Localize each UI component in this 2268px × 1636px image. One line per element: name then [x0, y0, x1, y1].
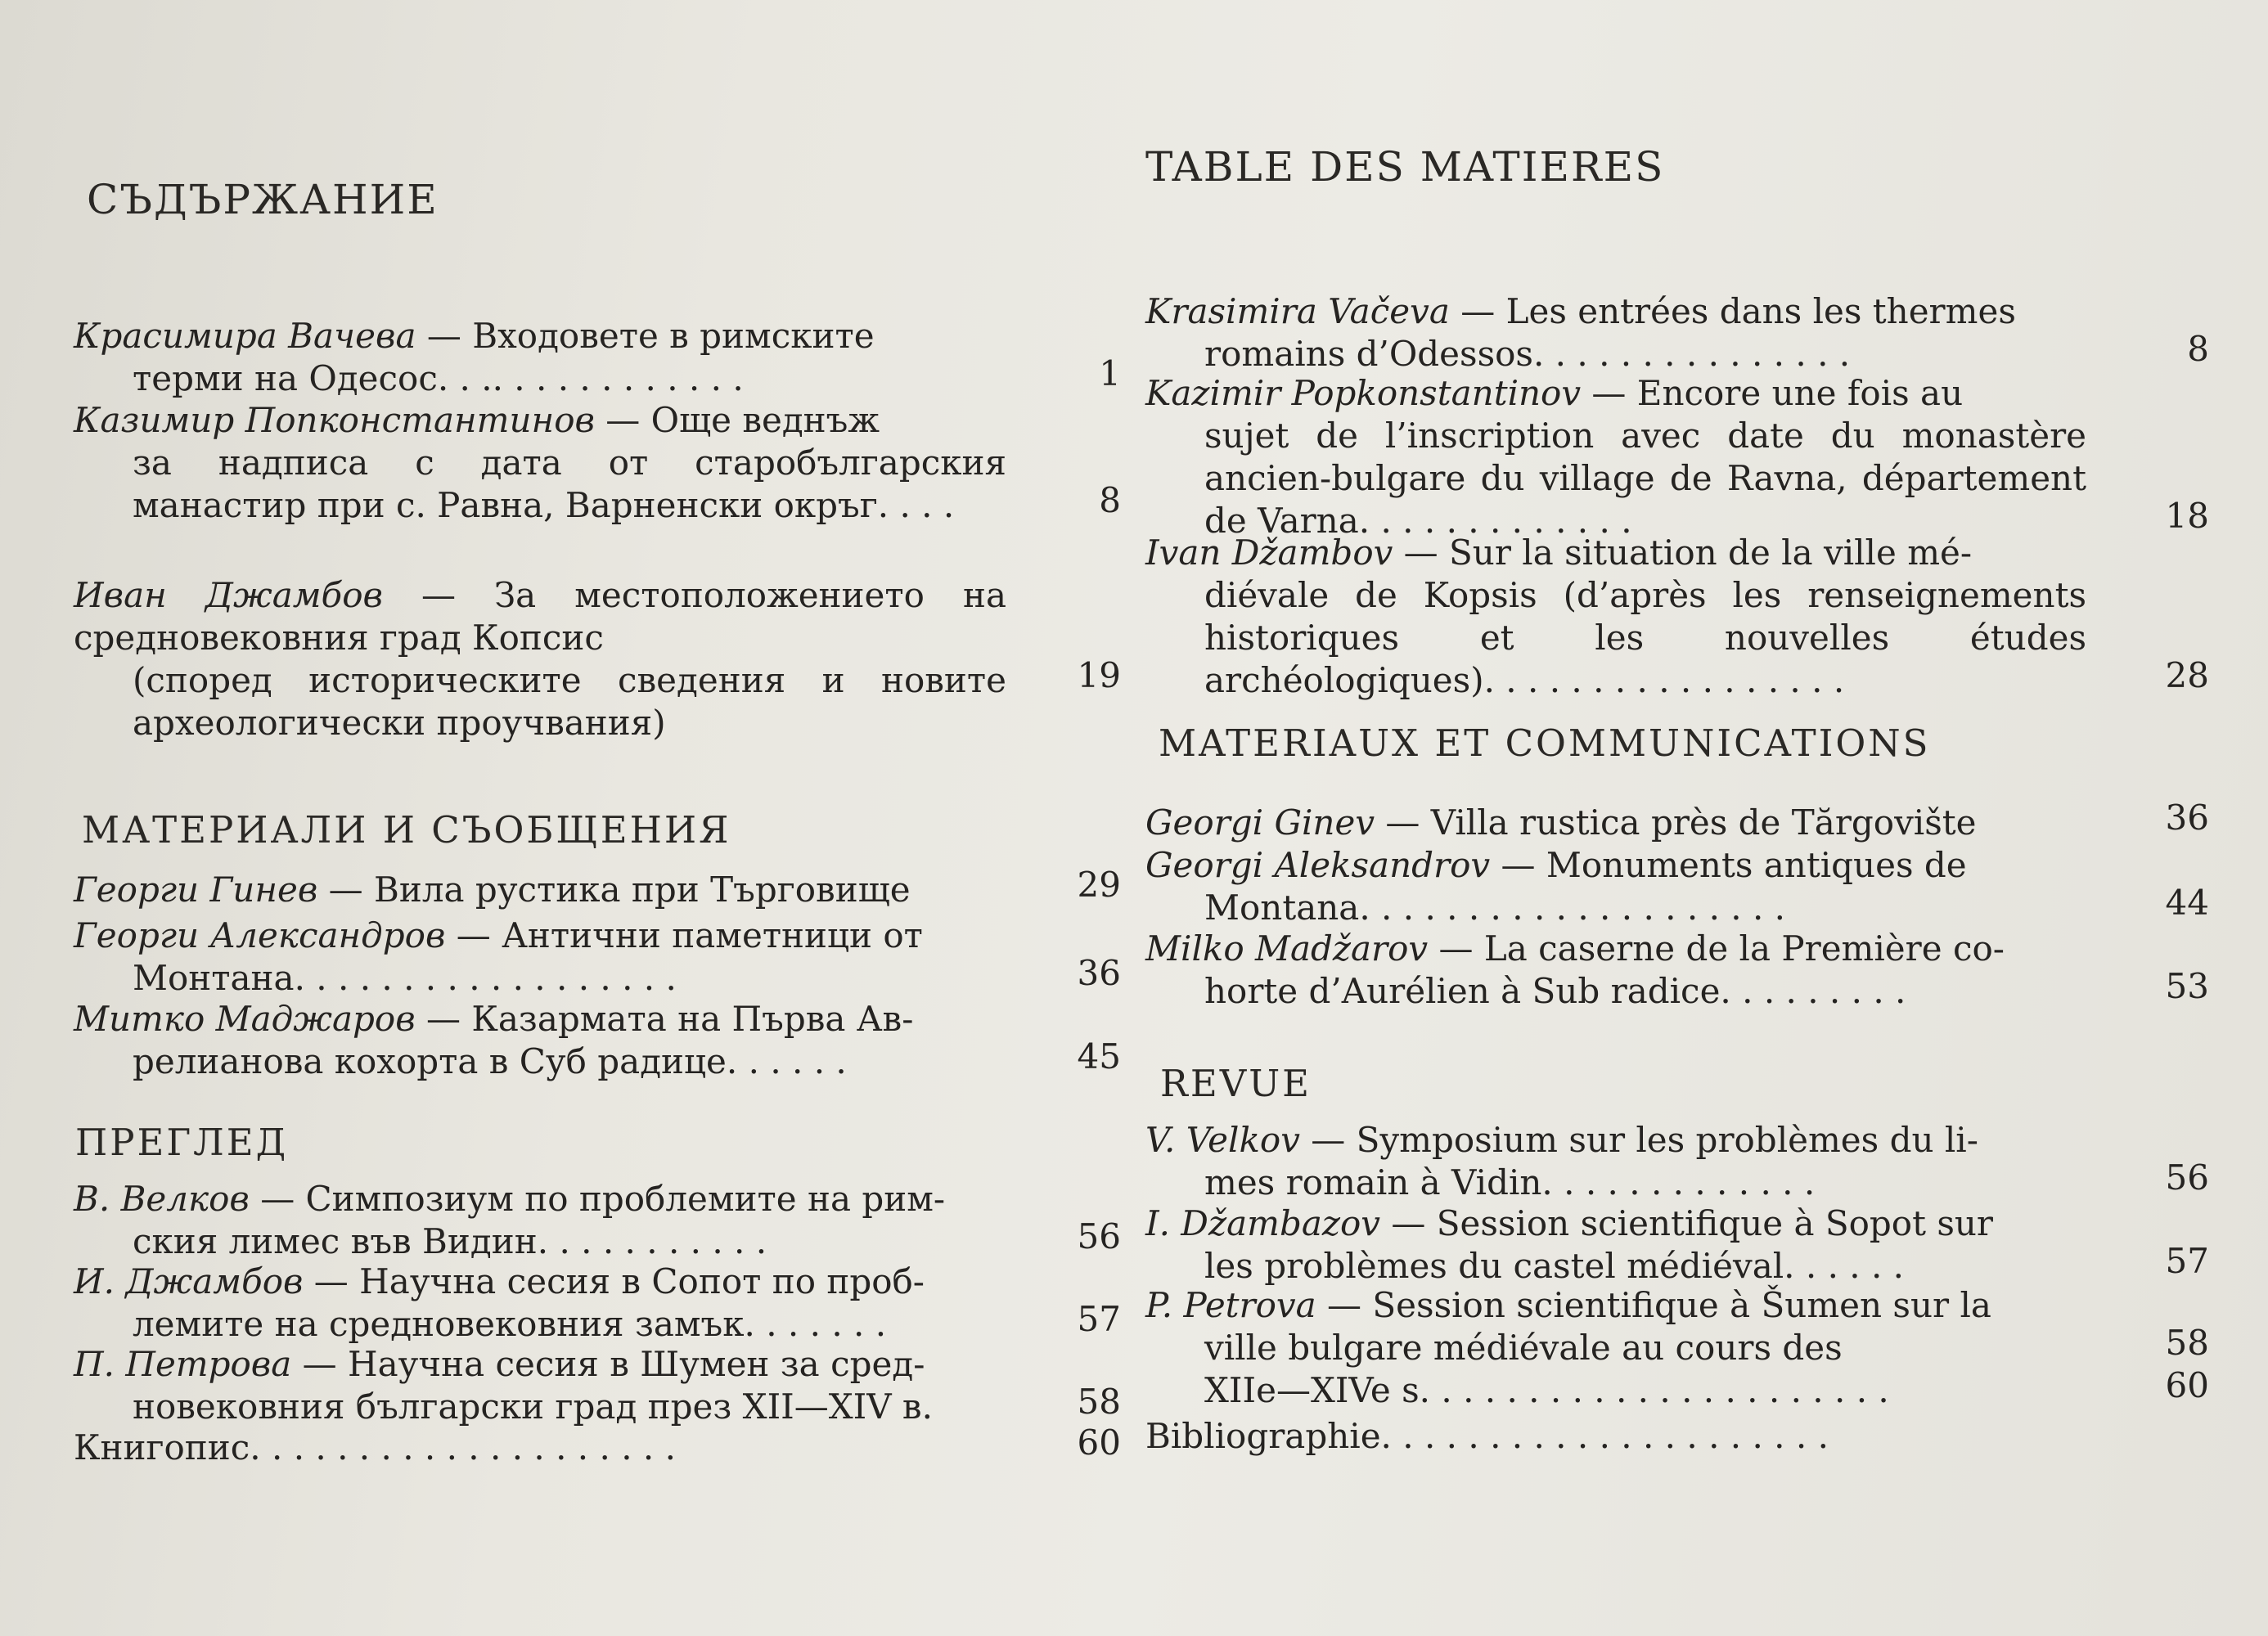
entry-author: Красимира Вачева: [74, 316, 416, 356]
toc-entry: [74, 399, 1121, 527]
toc-entry: [74, 915, 1121, 1000]
entry-title: — La caserne de la Première co-: [1428, 928, 2005, 969]
toc-entry: [74, 1261, 1121, 1346]
entry-title: — Session scientifique à Šumen sur la: [1316, 1285, 1991, 1325]
section-heading: ПРЕГЛЕД: [75, 1121, 289, 1164]
entry-page-number: 18: [2165, 496, 2209, 536]
section-heading: REVUE: [1160, 1062, 1312, 1105]
toc-entry: [1145, 1119, 2209, 1204]
entry-author: P. Petrova: [1145, 1285, 1316, 1325]
entry-title-continued: (според историческите сведения и новите археологически проучвания): [133, 660, 1006, 743]
entry-page-number: 19: [1077, 655, 1121, 695]
entry-title: — Symposium sur les problèmes du li-: [1299, 1120, 1978, 1160]
bibliography-label: Книгопис. . . . . . . . . . . . . . . . . . . .: [74, 1427, 676, 1467]
entry-title-continued: новековния български град през XII—XIV в.: [133, 1387, 933, 1427]
entry-author: Kazimir Popkonstantinov: [1145, 373, 1582, 413]
entry-page-number: 1: [1099, 353, 1121, 393]
entry-author: Георги Александров: [74, 915, 446, 955]
entry-title: — Villa rustica près de Tărgovište: [1375, 802, 1977, 843]
entry-author: И. Джамбов: [74, 1261, 304, 1301]
entry-title-continued: sujet de l’inscription avec date du monastère ancien-bulgare du village de Ravna, département de Varna. . . . . . . . . . . . .: [1204, 416, 2086, 541]
toc-entry: [1145, 290, 2209, 375]
entry-page-number: 29: [1077, 865, 1121, 905]
entry-author: Георги Гинев: [74, 870, 318, 910]
entry-author: Georgi Aleksandrov: [1145, 845, 1491, 885]
entry-title-continued: XIIe—XIVe s. . . . . . . . . . . . . . . . . . . . . .: [1204, 1370, 1889, 1410]
entry-page-number: 53: [2165, 966, 2209, 1006]
entry-page-number: 57: [2165, 1241, 2209, 1281]
entry-page-number: 60: [1077, 1423, 1121, 1463]
entry-page-number: 44: [2165, 883, 2209, 923]
entry-author: Казимир Попконстантинов: [74, 400, 595, 440]
entry-author: V. Velkov: [1145, 1120, 1300, 1160]
entry-title-continued: horte d’Aurélien à Sub radice. . . . . . . . .: [1204, 971, 1906, 1011]
entry-title: — Вила рустика при Търговище: [317, 870, 911, 910]
entry-title-continued: Монтана. . . . . . . . . . . . . . . . . .: [133, 958, 677, 998]
toc-entry: [74, 998, 1121, 1083]
entry-title-continued: Montana. . . . . . . . . . . . . . . . . . . .: [1204, 888, 1786, 928]
entry-author: Georgi Ginev: [1145, 802, 1375, 843]
entry-title-continued: ville bulgare médiévale au cours des: [1204, 1328, 1843, 1368]
entry-title: — Monuments antiques de: [1490, 845, 1967, 885]
entry-title-continued: les problèmes du castel médiéval. . . . . .: [1204, 1246, 1905, 1286]
toc-entry: [74, 574, 1121, 744]
entry-author: Krasimira Vačeva: [1145, 291, 1450, 331]
entry-title-continued: mes romain à Vidin. . . . . . . . . . . . .: [1204, 1162, 1816, 1202]
toc-entry: [1145, 928, 2209, 1013]
entry-title: — Още веднъж: [594, 400, 880, 440]
entry-title-continued: ския лимес във Видин. . . . . . . . . . .: [133, 1221, 767, 1261]
entry-title-continued: лемите на средновековния замък. . . . . . .: [133, 1304, 887, 1344]
entry-title: — Научна сесия в Сопот по проб-: [303, 1261, 925, 1301]
toc-entry: [1145, 1202, 2209, 1288]
toc-entry: [1145, 372, 2209, 542]
entry-page-number: 8: [1099, 480, 1121, 520]
entry-title-continued: diévale de Kopsis (d’après les renseignements historiques et les nouvelles études archéologiques). . . . . . . . . . . . . . . . .: [1204, 575, 2086, 700]
entry-title-continued: romains d’Odessos. . . . . . . . . . . . . . .: [1204, 334, 1851, 374]
entry-page-number: 45: [1077, 1036, 1121, 1076]
entry-title: — Входовете в римските: [416, 316, 875, 356]
entry-title: — Encore une fois au: [1581, 373, 1964, 413]
entry-page-number: 57: [1077, 1299, 1121, 1339]
toc-entry-continuation: [1145, 1365, 2209, 1412]
entry-title: — Les entrées dans les thermes: [1449, 291, 2016, 331]
toc-entry: [74, 1343, 1121, 1428]
entry-title: — Антични паметници от: [445, 915, 923, 955]
entry-author: Митко Маджаров: [74, 999, 416, 1039]
entry-title: — Sur la situation de la ville mé-: [1393, 533, 1973, 573]
entry-page-number: 58: [2165, 1323, 2209, 1363]
toc-entry: [74, 1178, 1121, 1263]
entry-author: Иван Джамбов: [74, 575, 383, 615]
entry-page-number: 56: [2165, 1157, 2209, 1198]
toc-entry: [1145, 844, 2209, 929]
section-heading: МАТЕРИАЛИ И СЪОБЩЕНИЯ: [82, 808, 731, 852]
entry-author: Ivan Džambov: [1145, 533, 1393, 573]
bibliography-label: Bibliographie. . . . . . . . . . . . . . . . . . . . .: [1145, 1416, 1829, 1456]
toc-entry: [1145, 1284, 2209, 1369]
entry-author: Milko Madžarov: [1145, 928, 1429, 969]
entry-author: П. Петрова: [74, 1344, 292, 1384]
entry-page-number: 36: [2165, 798, 2209, 838]
toc-entry: [1145, 532, 2209, 702]
entry-title: — Научна сесия в Шумен за сред-: [291, 1344, 925, 1384]
contents-title-bulgarian: СЪДЪРЖАНИЕ: [87, 176, 439, 223]
entry-title: — Session scientifique à Sopot sur: [1380, 1203, 1993, 1243]
toc-entry-bibliography: [74, 1423, 1121, 1469]
entry-title-continued: релианова кохорта в Суб радице. . . . . .: [133, 1041, 847, 1081]
entry-page-number: 36: [1077, 953, 1121, 993]
toc-entry-bibliography: [1145, 1415, 2209, 1458]
toc-entry: [1145, 798, 2209, 844]
entry-page-number: 60: [2165, 1365, 2209, 1405]
toc-entry: [74, 315, 1121, 400]
entry-title: — За местоположението на средновековния град Копсис: [74, 575, 1006, 658]
entry-title: — Казармата на Първа Ав-: [415, 999, 914, 1039]
entry-title-continued: терми на Одесос. . .. . . . . . . . . . . .: [133, 358, 744, 398]
entry-title: — Симпозиум по проблемите на рим-: [249, 1179, 946, 1219]
entry-page-number: 58: [1077, 1382, 1121, 1422]
entry-title-continued: за надписа с дата от старобългарския манастир при с. Равна, Варненски окръг. . . .: [133, 443, 1006, 525]
contents-title-french: TABLE DES MATIERES: [1145, 143, 1665, 191]
entry-author: В. Велков: [74, 1179, 250, 1219]
entry-page-number: 8: [2187, 329, 2209, 369]
section-heading: MATERIAUX ET COMMUNICATIONS: [1159, 721, 1931, 765]
toc-entry: [74, 865, 1121, 911]
entry-page-number: 56: [1077, 1216, 1121, 1256]
entry-page-number: 28: [2165, 655, 2209, 695]
entry-author: I. Džambazov: [1145, 1203, 1381, 1243]
